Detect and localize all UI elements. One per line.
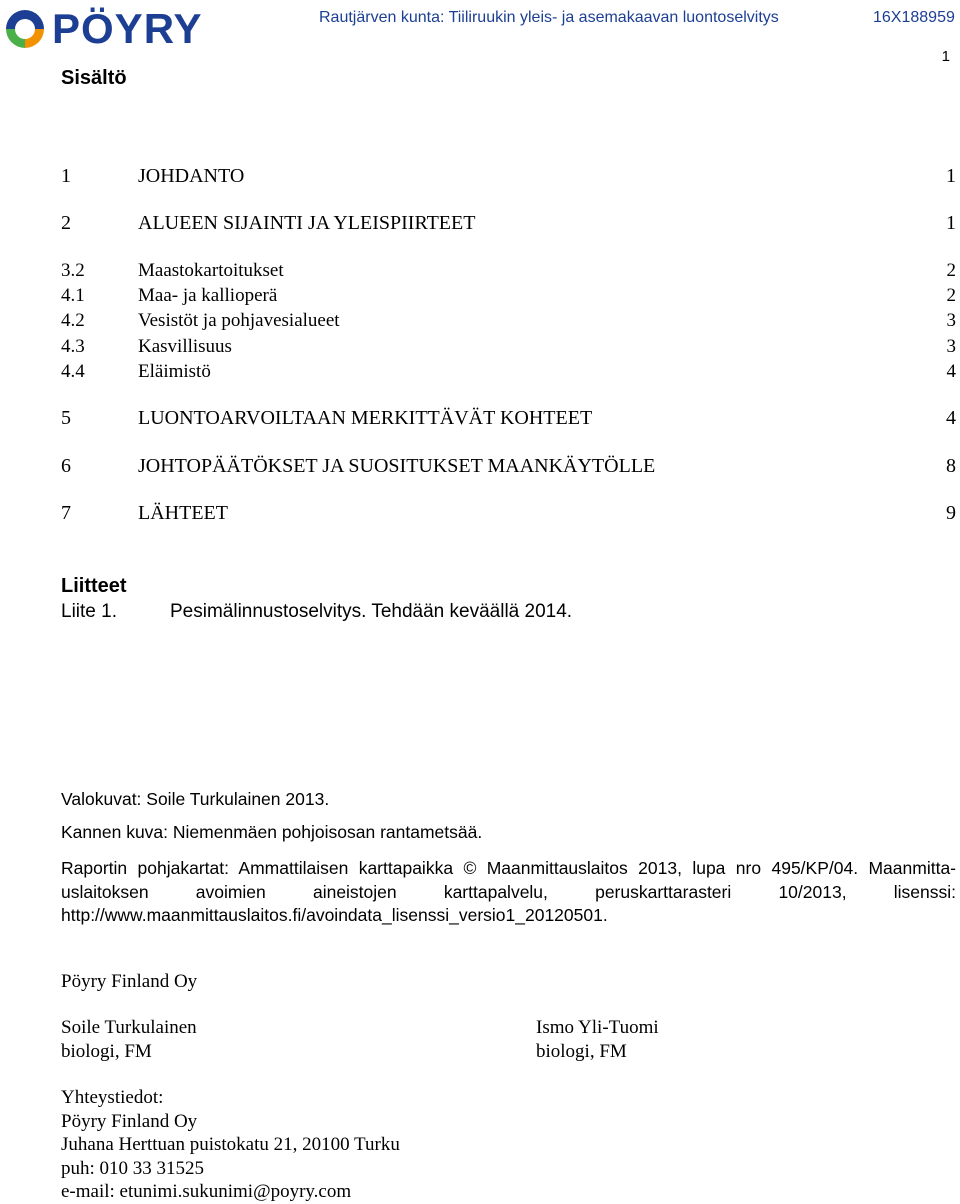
author-name: Ismo Yli-Tuomi (536, 1017, 659, 1038)
contact-address: Juhana Herttuan puistokatu 21, 20100 Turku (61, 1134, 400, 1155)
toc-heading: Sisältö (61, 67, 127, 89)
toc-entry[interactable]: 2 ALUEEN SIJAINTI JA YLEISPIIRTEET 1 (61, 212, 956, 234)
company-name: Pöyry Finland Oy (61, 971, 198, 992)
contact-block (61, 1086, 400, 1204)
author-title: biologi, FM (536, 1040, 627, 1062)
toc-entry[interactable]: 1 JOHDANTO 1 (61, 165, 956, 187)
cover-credit: Kannen kuva: Niemenmäen pohjoisosan rantametsää. (61, 822, 483, 842)
author-name: Soile Turkulainen (61, 1017, 197, 1038)
author-block (536, 1016, 659, 1063)
contact-company: Pöyry Finland Oy (61, 1110, 198, 1132)
toc-entry[interactable]: 4.1 Maa- ja kallioperä 2 (61, 285, 956, 306)
poyry-swirl-icon (2, 6, 48, 52)
contact-email[interactable]: e-mail: etunimi.sukunimi@poyry.com (61, 1181, 352, 1202)
document-title: Rautjärven kunta: Tiiliruukin yleis- ja asemakaavan luontoselvitys (319, 9, 779, 26)
appendix-text: Pesimälinnustoselvitys. Tehdään keväällä 2014. (170, 601, 573, 622)
toc-entry[interactable]: 4.2 Vesistöt ja pohjavesialueet 3 (61, 310, 956, 331)
map-credit: Raportin pohjakartat: Ammattilaisen karttapaikka © Maanmittauslaitos 2013, lupa nro 495/KP/04. Maanmitta-uslaitoksen avoimien aineistojen karttapalvelu, peruskarttarasteri 10/2013, lisenssi: http://www.maanmittauslaitos.fi/avoindata_lisenssi_versio1_20120501. (61, 858, 956, 925)
contact-heading: Yhteystiedot: (61, 1087, 164, 1108)
toc-entry[interactable]: 4.4 Eläimistö 4 (61, 361, 956, 382)
author-block (61, 1016, 197, 1063)
contact-phone: puh: 010 33 31525 (61, 1157, 205, 1179)
author-title: biologi, FM (61, 1040, 152, 1062)
toc-entry[interactable]: 5 LUONTOARVOILTAAN MERKITTÄVÄT KOHTEET 4 (61, 407, 956, 429)
toc-entry[interactable]: 3.2 Maastokartoitukset 2 (61, 260, 956, 281)
appendix-entry (61, 601, 572, 623)
toc-entry[interactable]: 6 JOHTOPÄÄTÖKSET JA SUOSITUKSET MAANKÄYTÖLLE 8 (61, 455, 956, 477)
appendix-label: Liite 1. (61, 601, 117, 622)
document-code: 16X188959 (873, 9, 955, 26)
logo-wordmark: PÖYRY (52, 5, 203, 52)
appendix-heading: Liitteet (61, 575, 127, 597)
page-number: 1 (941, 48, 950, 65)
toc-entry[interactable]: 4.3 Kasvillisuus 3 (61, 336, 956, 357)
toc-entry[interactable]: 7 LÄHTEET 9 (61, 502, 956, 524)
photo-credit: Valokuvat: Soile Turkulainen 2013. (61, 789, 330, 809)
poyry-logo (2, 4, 244, 54)
